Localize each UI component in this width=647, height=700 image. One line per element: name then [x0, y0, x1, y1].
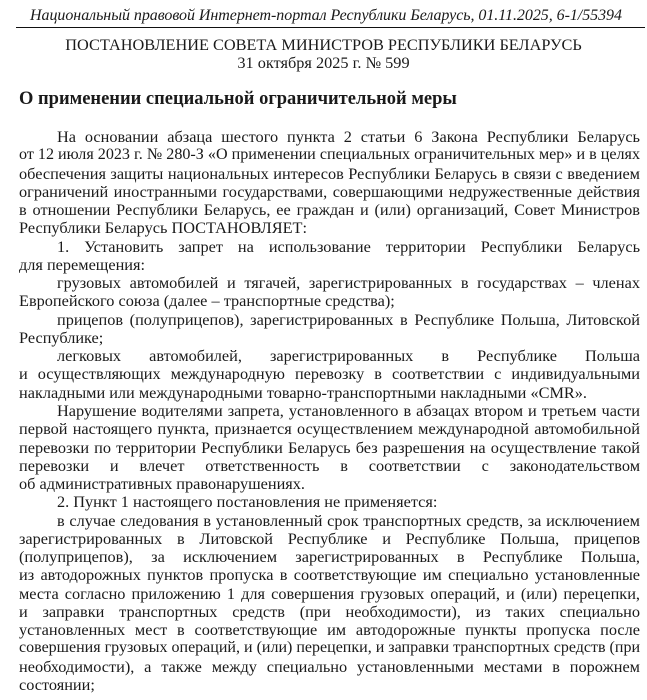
body-line: и заправки транспортных средств (при необходимости), из таких специально: [19, 602, 640, 621]
body-line: для перемещения:: [19, 255, 146, 274]
body-line: накладными или международными товарно-транспортными накладными «CMR».: [19, 383, 587, 402]
body-line: грузовых автомобилей и тягачей, зарегистрированных в государствах – членах: [57, 274, 640, 293]
body-line: в случае следования в установленный срок транспортных средств, за исключением: [57, 511, 640, 530]
header-divider: [16, 27, 645, 28]
document-heading: О применении специальной ограничительной меры: [19, 89, 457, 109]
body-line: зарегистрированных в Литовской Республике и Республике Польша, прицепов: [19, 529, 640, 548]
body-line: обеспечения защиты национальных интересов Республики Беларусь в связи с введением: [19, 164, 640, 183]
body-line: первой настоящего пункта, признается осуществлением международной автомобильной: [19, 420, 640, 439]
body-line: Республики Беларусь ПОСТАНОВЛЯЕТ:: [19, 219, 307, 238]
body-line: в отношении Республики Беларусь, ее граждан и (или) организаций, Совет Министров: [19, 201, 640, 220]
body-line: от 12 июля 2023 г. № 280-З «О применении специальных ограничительных мер» и в целях: [19, 146, 640, 164]
body-line: Европейского союза (далее – транспортные средства);: [19, 292, 395, 311]
body-line: необходимости), а также между специально установленными местами в порожнем: [19, 657, 640, 676]
body-line: легковых автомобилей, зарегистрированных в Республике Польша: [57, 347, 640, 366]
portal-header: Национальный правовой Интернет-портал Республики Беларусь, 01.11.2025, 6-1/55394: [30, 7, 622, 24]
body-line: (полуприцепов), за исключением зарегистрированных в Республике Польша,: [19, 548, 640, 567]
body-line: состоянии;: [19, 675, 95, 694]
document-date-number: 31 октября 2025 г. № 599: [237, 52, 410, 72]
body-line: установленных мест в соответствующие им автодорожные пункты пропуска после: [19, 621, 640, 640]
body-line: 1. Установить запрет на использование территории Республики Беларусь: [57, 237, 640, 256]
body-line: совершения грузовых операций, и (или) перецепки, и заправки транспортных средств (при: [19, 639, 640, 657]
body-line: перевозки и влечет ответственность в соответствии с законодательством: [19, 456, 640, 475]
body-line: Республике;: [19, 328, 104, 347]
body-line: На основании абзаца шестого пункта 2 статьи 6 Закона Республики Беларусь: [57, 128, 640, 146]
body-line: прицепов (полуприцепов), зарегистрированных в Республике Польша, Литовской: [57, 310, 640, 329]
body-line: места согласно приложению 1 для совершения грузовых операций, и (или) перецепки,: [19, 584, 640, 603]
body-line: перевозки по территории Республики Беларусь без разрешения на осуществление такой: [19, 438, 640, 457]
body-line: об административных правонарушениях.: [19, 475, 306, 494]
body-line: и осуществляющих международную перевозку в соответствии с индивидуальными: [19, 365, 640, 384]
body-line: Нарушение водителями запрета, установленного в абзацах втором и третьем части: [57, 401, 640, 420]
body-line: 2. Пункт 1 настоящего постановления не применяется:: [57, 493, 438, 512]
body-line: из автодорожных пунктов пропуска в соответствующие им специально установленные: [19, 566, 640, 585]
document-title: [0, 36, 647, 71]
body-line: ограничений иностранными государствами, совершающими недружественные действия: [19, 182, 640, 201]
document-type-title: ПОСТАНОВЛЕНИЕ СОВЕТА МИНИСТРОВ РЕСПУБЛИКИ БЕЛАРУСЬ: [65, 35, 582, 54]
document-body: [19, 128, 640, 694]
